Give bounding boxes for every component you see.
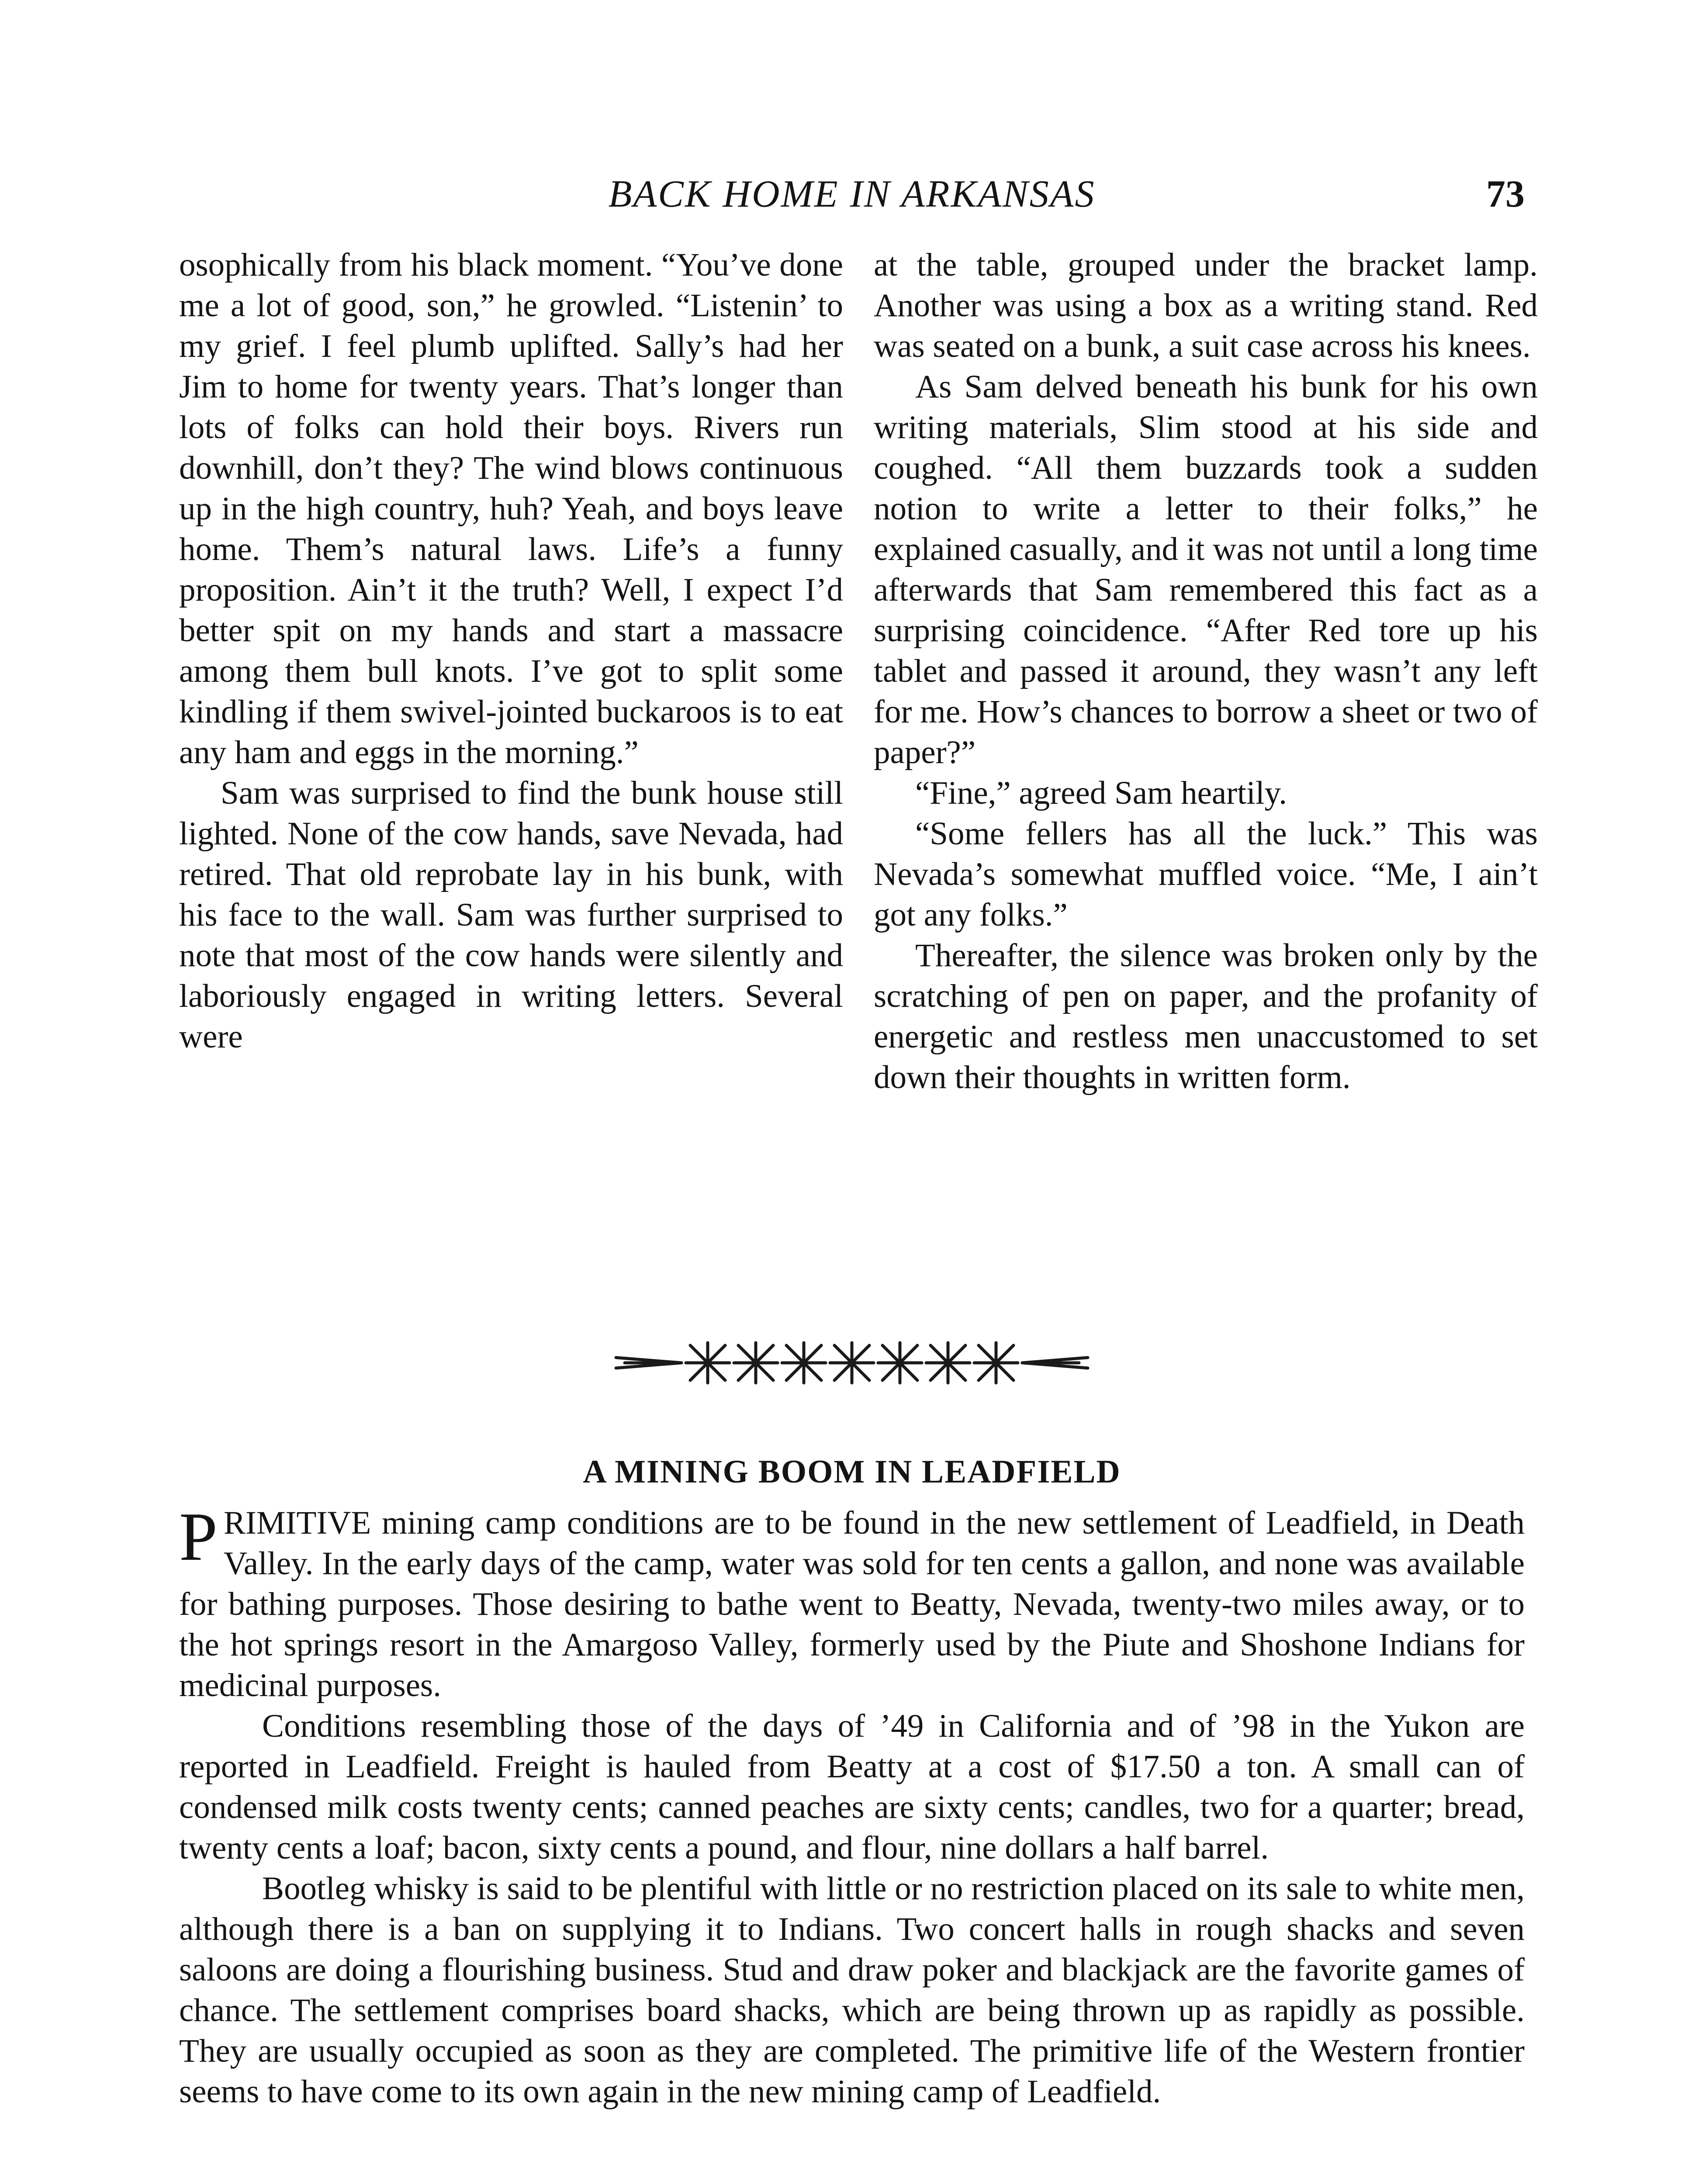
story-paragraph: Sam was surprised to find the bunk house still lighted. None of the cow hands, save Nevada, had retired. That old reprobate lay in his bunk, with his face to the wall. Sam was further surprised to note that most of the cow hands were silently and laboriously engaged in writing letters. Several were xyxy=(179,775,843,1055)
running-title: BACK HOME IN ARKANSAS xyxy=(608,173,1096,215)
story-paragraph: “Some fellers has all the luck.” This was Nevada’s somewhat muffled voice. “Me, I ain’t got any folks.” xyxy=(874,816,1538,933)
story-paragraph: As Sam delved beneath his bunk for his own writing materials, Slim stood at his side and coughed. “All them buzzards took a sudden notion to write a letter to their folks,” he explained casually, and it was not until a long time afterwards that Sam remembered this fact as a surprising coincidence. “After Red tore up his tablet and passed it around, they wasn’t any left for me. How’s chances to borrow a sheet or two of paper?” xyxy=(874,369,1538,771)
running-head xyxy=(179,170,1525,218)
article-title: A MINING BOOM IN LEADFIELD xyxy=(583,1454,1121,1490)
ornament-divider xyxy=(607,1337,1097,1389)
story-paragraph: at the table, grouped under the bracket lamp. Another was using a box as a writing stand. Red was seated on a bunk, a suit case across his knees. xyxy=(874,247,1538,364)
article-paragraph xyxy=(179,1499,1525,1706)
story-paragraph: “Fine,” agreed Sam heartily. xyxy=(915,775,1287,811)
page-number: 73 xyxy=(1486,173,1525,215)
drop-cap: P xyxy=(179,1499,218,1575)
article-paragraph: Conditions resembling those of the days of ’49 in California and of ’98 in the Yukon are reported in Leadfield. Freight is hauled from Beatty at a cost of $17.50 a ton. A small can of condensed milk costs twenty cents; canned peaches are sixty cents; candles, two for a quarter; bread, twenty cents a loaf; bacon, sixty cents a pound, and flour, nine dollars a half barrel. xyxy=(179,1708,1525,1866)
article-lead-text: RIMITIVE mining camp conditions are to be found in the new settlement of Leadfield, in Death Valley. In the early days of the camp, water was sold for ten cents a gallon, and none was available for bathing purposes. Those desiring to bathe went to Beatty, Nevada, twenty-two miles away, or to the hot springs resort in the Amargoso Valley, formerly used by the Piute and Shoshone Indians for medicinal purposes. xyxy=(179,1505,1525,1704)
story-right-column xyxy=(874,245,1538,1098)
story-left-column xyxy=(179,245,843,1057)
story-paragraph: Thereafter, the silence was broken only by the scratching of pen on paper, and the profanity of energetic and restless men unaccustomed to set down their thoughts in written form. xyxy=(874,937,1538,1095)
article-paragraph: Bootleg whisky is said to be plentiful with little or no restriction placed on its sale to white men, although there is a ban on supplying it to Indians. Two concert halls in rough shacks and seven saloons are doing a flourishing business. Stud and draw poker and blackjack are the favorite games of chance. The settlement comprises board shacks, which are being thrown up as rapidly as possible. They are usually occupied as soon as they are completed. The primitive life of the Western frontier seems to have come to its own again in the new mining camp of Leadfield. xyxy=(179,1870,1525,2110)
article-body xyxy=(179,1499,1525,2112)
story-paragraph: osophically from his black moment. “You’ve done me a lot of good, son,” he growled. “Listenin’ to my grief. I feel plumb uplifted. Sally’s had her Jim to home for twenty years. That’s longer than lots of folks can hold their boys. Rivers run downhill, don’t they? The wind blows continuous up in the high country, huh? Yeah, and boys leave home. Them’s natural laws. Life’s a funny proposition. Ain’t it the truth? Well, I expect I’d better spit on my hands and start a massacre among them bull knots. I’ve got to split some kindling if them swivel-jointed buckaroos is to eat any ham and eggs in the morning.” xyxy=(179,247,843,771)
